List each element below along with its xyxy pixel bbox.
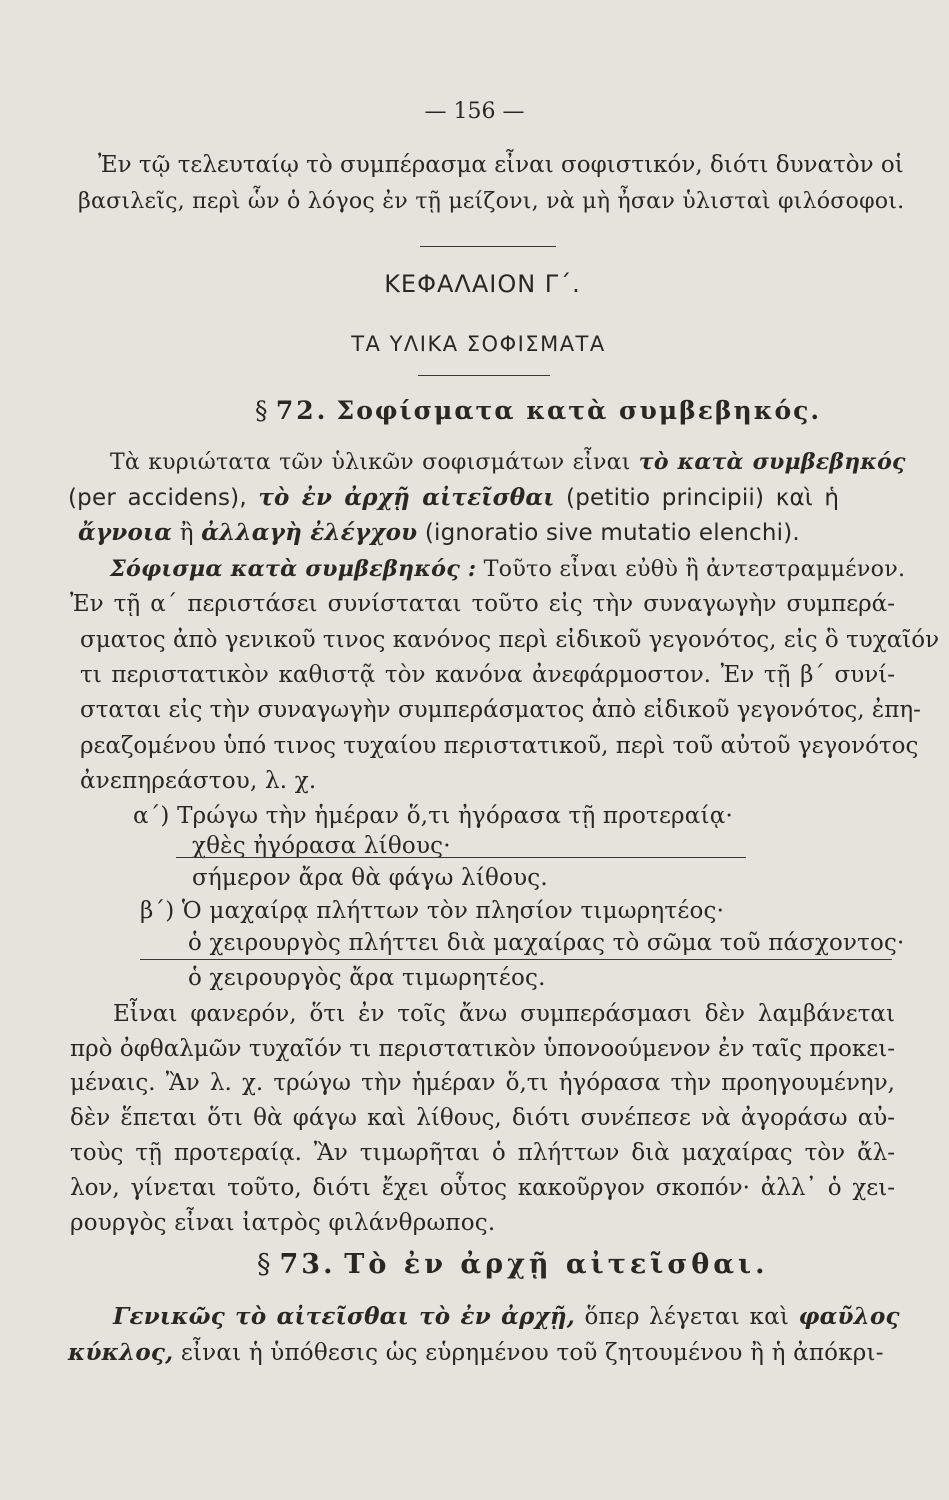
intro-line-1: Ἐν τῷ τελευταίῳ τὸ συμπέρασμα εἶναι σοφιστικόν, διότι δυνατὸν οἱ	[98, 152, 904, 178]
section-73-heading	[257, 1249, 769, 1281]
para1-text: (per accidens),	[68, 485, 259, 511]
para2-line-2: Ἐν τῇ α΄ περιστάσει συνίσταται τοῦτο εἰς τὴν συναγωγὴν συμπερά-	[70, 591, 895, 617]
para1-text: Τὰ κυριώτατα τῶν ὑλικῶν σοφισμάτων εἶναι	[110, 450, 639, 475]
term-per-accidens: τὸ κατὰ συμβεβηκός	[638, 449, 906, 475]
para2-line-3: σματος ἀπὸ γενικοῦ τινος κανόνος περὶ εἰδικοῦ γεγονότος, εἰς ὃ τυχαῖόν	[80, 627, 940, 653]
chapter-title: ΤΑ ΥΛΙΚΑ ΣΟΦΙΣΜΑΤΑ	[351, 332, 606, 356]
term-petitio: τὸ ἐν ἀρχῇ αἰτεῖσθαι	[258, 484, 555, 511]
section-sign: §	[257, 1249, 271, 1280]
example-a	[133, 802, 733, 830]
para3-line-4: δὲν ἕπεται ὅτι θὰ φάγω καὶ λίθους, διότι συνέπεσε νὰ ἀγοράσω αὐ-	[70, 1105, 895, 1131]
section-72-number: 72.	[275, 396, 329, 425]
term-aiteisthai: Γενικῶς τὸ αἰτεῖσθαι τὸ ἐν ἀρχῇ,	[113, 1303, 575, 1330]
example-b-conclusion: ὁ χειρουργὸς ἄρα τιμωρητέος.	[188, 965, 546, 991]
para1-line-2	[68, 484, 839, 512]
page-number: — 156 —	[424, 99, 525, 124]
para1-text: ἢ	[172, 520, 202, 546]
para4-text: εἶναι ἡ ὑπόθεσις ὡς εὑρημένου τοῦ ζητουμένου ἢ ἡ ἀπόκρι-	[173, 1340, 884, 1366]
para3-line-7: ρουργὸς εἶναι ἰατρὸς φιλάνθρωπος.	[70, 1210, 496, 1236]
syllogism-b-line	[140, 959, 892, 960]
para1-text: (ignoratio sive mutatio elenchi).	[417, 520, 800, 546]
chapter-rule-bottom	[418, 375, 550, 376]
para3-line-1: Εἶναι φανερόν, ὅτι ἐν τοῖς ἄνω συμπεράσμασι δὲν λαμβάνεται	[113, 1001, 895, 1027]
section-72-title: Σοφίσματα κατὰ συμβεβηκός.	[336, 396, 822, 425]
example-b-label: β΄)	[140, 898, 175, 924]
section-73-title: Τὸ ἐν ἀρχῇ αἰτεῖσθαι.	[344, 1249, 769, 1280]
para2-text: Τοῦτο εἶναι εὐθὺ ἢ ἀντεστραμμένον.	[476, 556, 906, 582]
para2-line-5: σταται εἰς τὴν συναγωγὴν συμπεράσματος ἀπὸ εἰδικοῦ γεγονότος, ἐπη-	[80, 697, 921, 723]
chapter-rule-top	[420, 246, 556, 247]
para1-line-3	[78, 519, 800, 547]
example-a-premise-1: Τρώγω τὴν ἡμέραν ὅ,τι ἠγόρασα τῇ προτεραίᾳ·	[177, 803, 733, 829]
para4-line-2	[68, 1339, 884, 1367]
para3-line-3: μέναις. Ἂν λ. χ. τρώγω τὴν ἡμέραν ὅ,τι ἠγόρασα τὴν προηγουμένην,	[70, 1070, 895, 1096]
term-faulos: φαῦλος	[798, 1303, 900, 1330]
chapter-number: ΚΕΦΑΛΑΙΟΝ Γ΄.	[384, 270, 581, 298]
example-a-label: α΄)	[133, 803, 170, 829]
section-sign: §	[255, 396, 268, 425]
term-kyklos: κύκλος,	[68, 1339, 174, 1366]
para2-line-7: ἀνεπηρεάστου, λ. χ.	[80, 768, 317, 794]
para1-line-1	[110, 448, 906, 477]
example-b-premise-2: ὁ χειρουργὸς πλήττει διὰ μαχαίρας τὸ σῶμα τοῦ πάσχοντος·	[188, 930, 905, 956]
para1-text: (petitio principii) καὶ ἡ	[554, 485, 840, 511]
term-sophisma: Σόφισμα κατὰ συμβεβηκός :	[110, 556, 477, 582]
example-a-premise-2: χθὲς ἠγόρασα λίθους·	[192, 833, 451, 859]
example-a-conclusion: σήμερον ἄρα θὰ φάγω λίθους.	[192, 865, 548, 891]
para4-line-1	[113, 1303, 900, 1331]
example-b	[140, 897, 724, 925]
section-72-heading	[255, 396, 821, 426]
para3-line-2: πρὸ ὀφθαλμῶν τυχαῖόν τι περιστατικὸν ὑπονοούμενον ἐν ταῖς προκει-	[70, 1036, 895, 1062]
para2-line-1	[110, 555, 905, 583]
term-agnoia: ἄγνοια	[78, 519, 173, 546]
syllogism-a-line	[176, 857, 746, 858]
section-73-number: 73.	[279, 1249, 336, 1280]
term-elenchus: ἀλλαγὴ ἐλέγχου	[201, 519, 418, 546]
intro-line-2: βασιλεῖς, περὶ ὧν ὁ λόγος ἐν τῇ μείζονι, νὰ μὴ ἦσαν ὑλισταὶ φιλόσοφοι.	[78, 188, 905, 214]
para2-line-6: ρεαζομένου ὑπό τινος τυχαίου περιστατικοῦ, περὶ τοῦ αὐτοῦ γεγονότος	[80, 733, 919, 759]
para2-line-4: τι περιστατικὸν καθιστᾷ τὸν κανόνα ἀνεφάρμοστον. Ἐν τῇ β΄ συνί-	[80, 662, 895, 688]
example-b-premise-1: Ὁ μαχαίρᾳ πλήττων τὸν πλησίον τιμωρητέος·	[181, 898, 725, 924]
para3-line-6: λον, γίνεται τοῦτο, διότι ἔχει οὗτος κακοῦργον σκοπόν· ἀλλ᾽ ὁ χει-	[70, 1175, 895, 1201]
para4-text: ὅπερ λέγεται καὶ	[574, 1304, 799, 1330]
para3-line-5: τοὺς τῇ προτεραίᾳ. Ἂν τιμωρῆται ὁ πλήττων διὰ μαχαίρας τὸν ἄλ-	[70, 1140, 895, 1166]
